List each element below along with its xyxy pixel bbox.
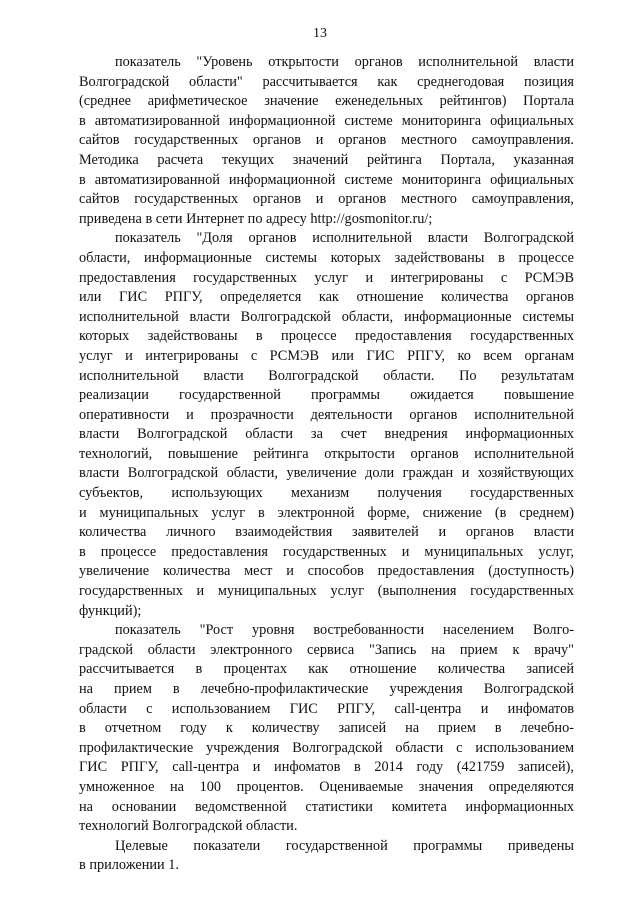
text-line: Методика расчета текущих значений рейтинга Портала, указанная <box>79 151 574 168</box>
text-line: ГИС РПГУ, call-центра и инфоматов в 2014 году (421759 записей), <box>79 759 574 776</box>
text-line: (среднее арифметическое значение еженедельных рейтингов) Портала <box>79 93 574 110</box>
text-line: оперативности и прозрачности деятельности органов исполнительной <box>79 406 574 423</box>
page-number: 13 <box>313 26 327 41</box>
text-line: в автоматизированной информационной системе мониторинга официальных <box>79 112 574 129</box>
text-line: Волгоградской области" рассчитывается как среднегодовая позиция <box>79 73 574 90</box>
text-line: технологий Волгоградской области. <box>79 818 298 835</box>
text-line: показатель "Рост уровня востребованности населением Волго- <box>115 622 574 639</box>
text-line: области, информационные системы которых задействованы в процессе <box>79 249 574 266</box>
text-line: услуг и интегрированы с РСМЭВ или ГИС РПГУ, ко всем органам <box>79 347 574 364</box>
text-line: приведена в сети Интернет по адресу http://gosmonitor.ru/; <box>79 210 433 227</box>
text-line: власти Волгоградской области, увеличение доли граждан и хозяйствующих <box>79 465 574 482</box>
text-line: рассчитывается в процентах как отношение количества записей <box>79 661 574 678</box>
text-line: субъектов, использующих механизм получения государственных <box>79 485 574 502</box>
text-line: увеличение количества мест и способов предоставления (доступность) <box>79 563 574 580</box>
body-text <box>79 53 574 876</box>
text-line: сайтов государственных органов и органов местного самоуправления, <box>79 191 574 208</box>
text-line: умноженное на 100 процентов. Оцениваемые значения определяются <box>79 778 574 795</box>
text-line: Целевые показатели государственной программы приведены <box>115 837 574 854</box>
text-line: или ГИС РПГУ, определяется как отношение количества органов <box>79 289 574 306</box>
text-line: предоставления государственных услуг и интегрированы с РСМЭВ <box>79 269 574 286</box>
text-line: в приложении 1. <box>79 857 179 874</box>
text-line: в автоматизированной информационной системе мониторинга официальных <box>79 171 574 188</box>
text-line: на прием в лечебно-профилактические учреждения Волгоградской <box>79 681 574 697</box>
text-line: функций); <box>79 602 142 619</box>
text-line: градской области электронного сервиса "Запись на прием к врачу" <box>79 641 574 658</box>
text-line: и муниципальных услуг в электронной форме, снижение (в среднем) <box>79 504 574 521</box>
text-line: сайтов государственных органов и органов местного самоуправления. <box>79 132 574 149</box>
text-line: на основании ведомственной статистики комитета информационных <box>79 798 574 815</box>
text-line: показатель "Доля органов исполнительной власти Волгоградской <box>115 230 574 247</box>
text-line: технологий, повышение рейтинга открытости органов исполнительной <box>79 445 574 462</box>
text-line: в процессе предоставления государственных и муниципальных услуг, <box>79 543 574 560</box>
text-line: исполнительной власти Волгоградской области. По результатам <box>79 367 574 384</box>
text-line: показатель "Уровень открытости органов исполнительной власти <box>115 54 574 70</box>
text-line: количества личного взаимодействия заявителей и органов власти <box>79 524 574 541</box>
text-line: реализации государственной программы ожидается повышение <box>79 387 574 404</box>
text-line: которых задействованы в процессе предоставления государственных <box>79 328 574 345</box>
text-line: исполнительной власти Волгоградской области, информационные системы <box>79 308 574 325</box>
text-line: государственных и муниципальных услуг (выполнения государственных <box>79 583 574 600</box>
text-line: профилактические учреждения Волгоградской области с использованием <box>79 739 574 756</box>
text-line: в отчетном году к количеству записей на прием в лечебно- <box>79 720 574 737</box>
text-line: власти Волгоградской области за счет внедрения информационных <box>79 426 574 443</box>
text-line: области с использованием ГИС РПГУ, call-центра и инфоматов <box>79 700 574 717</box>
